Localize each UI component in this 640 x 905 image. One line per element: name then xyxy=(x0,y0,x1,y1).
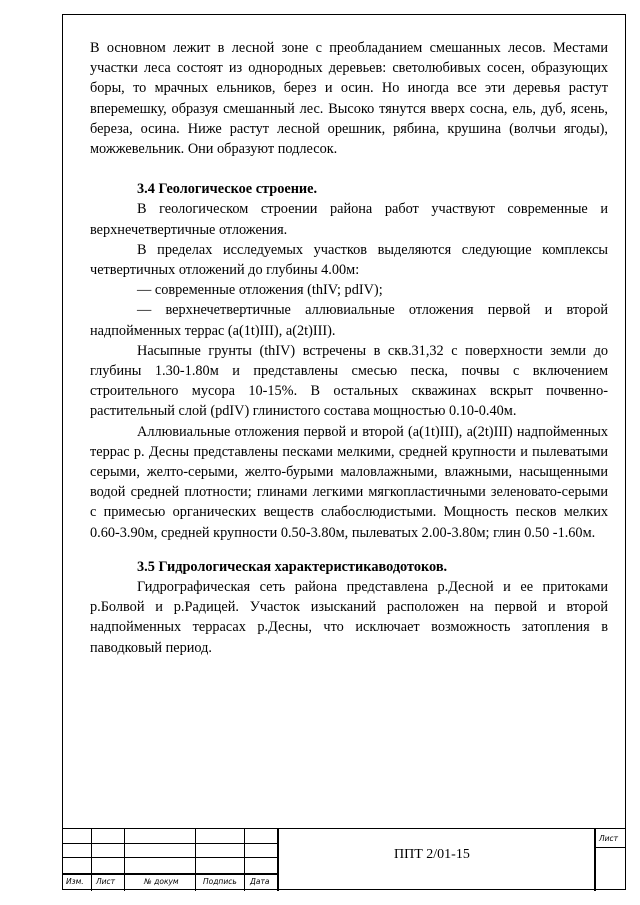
paragraph-deposits: В пределах исследуемых участков выделяются следующие комплексы четвертичных отложений до глубины 4.00м: xyxy=(90,241,608,279)
paragraph-fill-soils: Насыпные грунты (thIV) встречены в скв.31,32 с поверхности земли до глубины 1.30-1.80м и представлены смесью песка, почвы с включением строительного мусора 10-15%. В остальных скважинах вскрыт почвенно-растительный слой (pdIV) глинистого состава мощностью 0.10-0.40м. xyxy=(90,342,608,420)
sheet-number-label: Лист xyxy=(599,834,619,843)
list-item-upper-quaternary: — верхнечетвертичные аллювиальные отложения первой и второй надпойменных террас (a(1t)III), a(2t)III). xyxy=(90,302,608,339)
column-label-document: № докум xyxy=(144,877,179,886)
column-label-change: Изм. xyxy=(66,877,84,886)
column-label-date: Дата xyxy=(250,877,270,886)
paragraph-vegetation: В основном лежит в лесной зоне с преобладанием смешанных лесов. Местами участки леса состоят из однородных деревьев: светолюбивых сосен, образующих боры, то мрачных ельников, берез и осин. Но иногда все эти деревья растут вперемешку, образуя смешанный лес. Высоко тянутся вверх сосна, ель, дуб, ясень, береза, осина. Ниже растут лесной орешник, рябина, крушина (волчьи ягоды), можжевельник. Они образуют подлесок. xyxy=(90,40,608,158)
paragraph-alluvial: Аллювиальные отложения первой и второй (a(1t)III), a(2t)III) надпойменных террас р. Десны представлены песками мелкими, средней крупности и пылеватыми серыми, желто-серыми, желто-бурыми маловлажными, влажными, насыщенными водой средней плотности; глинами легкими мягкопластичными зеленовато-серыми с примесью органических веществ слабослюдистыми. Мощность песков мелких 0.60-3.90м, средней крупности 0.50-3.80м, пылеватых 2.00-3.80м; глин 0.50 -1.60м. xyxy=(90,423,608,541)
document-code: ППТ 2/01-15 xyxy=(394,847,470,862)
list-item-modern: — современные отложения (thIV; pdIV); xyxy=(137,282,383,299)
column-label-sheet: Лист xyxy=(96,877,116,886)
heading-geology: 3.4 Геологическое строение. xyxy=(137,181,318,198)
column-label-signature: Подпись xyxy=(203,877,237,886)
paragraph-geology-intro: В геологическом строении района работ участвуют современные и верхнечетвертичные отложения. xyxy=(90,201,608,238)
document-body xyxy=(90,38,608,658)
title-block xyxy=(62,828,626,890)
heading-hydrology: 3.5 Гидрологическая характеристикаводотоков. xyxy=(137,558,448,575)
paragraph-hydrography: Гидрографическая сеть района представлена р.Десной и ее притоками р.Болвой и р.Радицей. Участок изысканий расположен на первой и второй надпойменных террасах р.Десны, что исключает возможность затопления в паводковый период. xyxy=(90,579,608,656)
